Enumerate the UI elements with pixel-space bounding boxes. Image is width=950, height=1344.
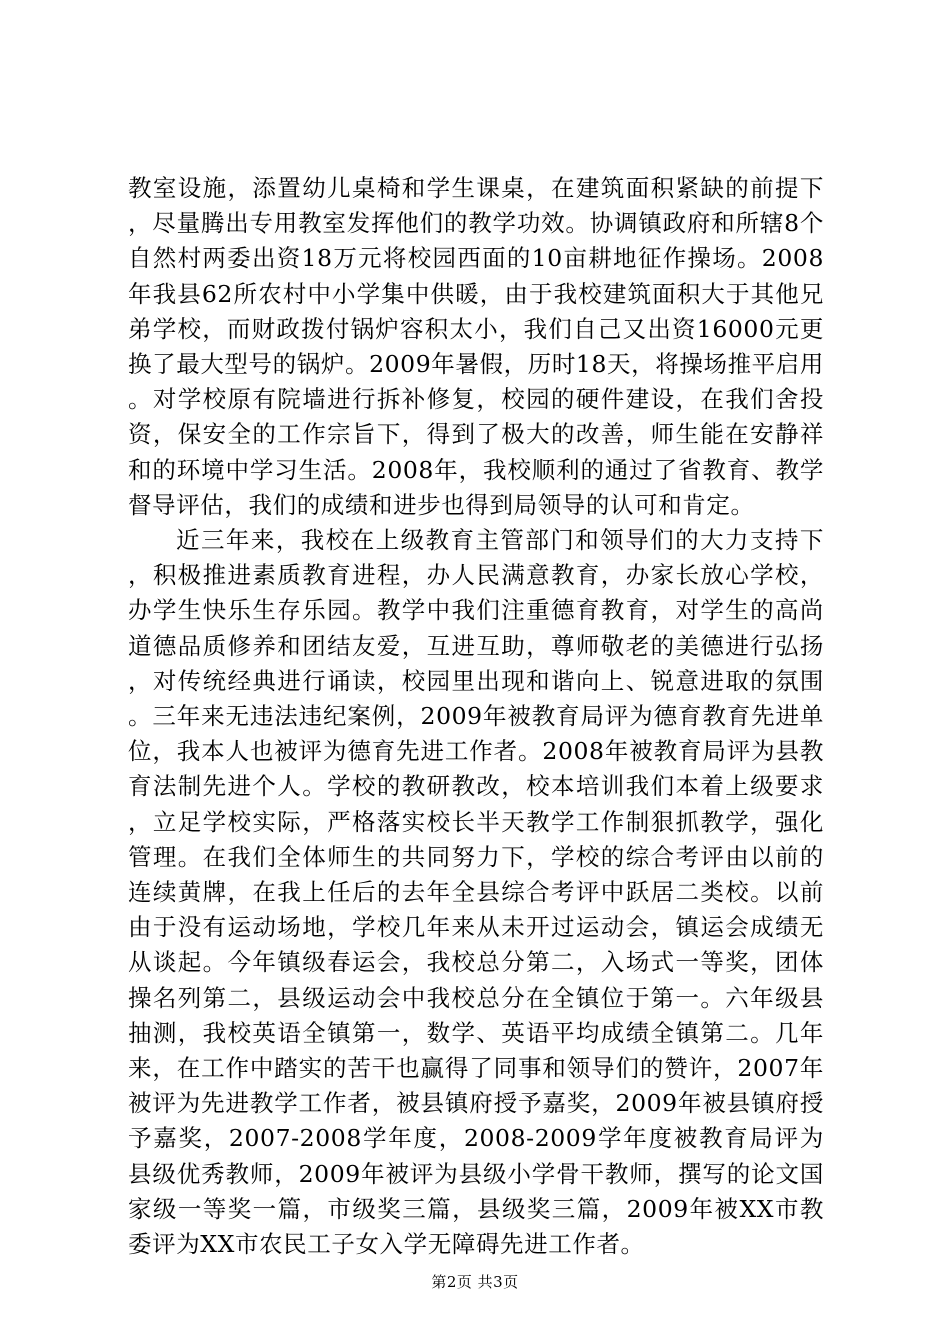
page-footer: 第2页 共3页 — [431, 1273, 519, 1291]
document-body — [128, 171, 824, 1262]
paragraph-facilities: 教室设施，添置幼儿桌椅和学生课桌，在建筑面积紧缺的前提下，尽量腾出专用教室发挥他们的教学功效。协调镇政府和所辖8个自然村两委出资18万元将校园西面的10亩耕地征作操场。2008年我县62所农村中小学集中供暖，由于我校建筑面积大于其他兄弟学校，而财政拨付锅炉容积太小，我们自己又出资16000元更换了最大型号的锅炉。2009年暑假，历时18天，将操场推平启用。对学校原有院墙进行拆补修复，校园的硬件建设，在我们舍投资，保安全的工作宗旨下，得到了极大的改善，师生能在安静祥和的环境中学习生活。2008年，我校顺利的通过了省教育、教学督导评估，我们的成绩和进步也得到局领导的认可和肯定。 — [128, 174, 824, 519]
paragraph-achievements: 近三年来，我校在上级教育主管部门和领导们的大力支持下，积极推进素质教育进程，办人民满意教育，办家长放心学校，办学生快乐生存乐园。教学中我们注重德育教育，对学生的高尚道德品质修养和团结友爱，互进互助，尊师敬老的美德进行弘扬，对传统经典进行诵读，校园里出现和谐向上、锐意进取的氛围。三年来无违法违纪案例，2009年被教育局评为德育教育先进单位，我本人也被评为德育先进工作者。2008年被教育局评为县教育法制先进个人。学校的教研教改，校本培训我们本着上级要求，立足学校实际，严格落实校长半天教学工作制狠抓教学，强化管理。在我们全体师生的共同努力下，学校的综合考评由以前的连续黄牌，在我上任后的去年全县综合考评中跃居二类校。以前由于没有运动场地，学校几年来从未开过运动会，镇运会成绩无从谈起。今年镇级春运会，我校总分第二，入场式一等奖，团体操名列第二，县级运动会中我校总分在全镇位于第一。六年级县抽测，我校英语全镇第一，数学、英语平均成绩全镇第二。几年来，在工作中踏实的苦干也赢得了同事和领导们的赞许，2007年被评为先进教学工作者，被县镇府授予嘉奖，2009年被县镇府授予嘉奖，2007-2008学年度，2008-2009学年度被教育局评为县级优秀教师，2009年被评为县级小学骨干教师，撰写的论文国家级一等奖一篇，市级奖三篇，县级奖三篇，2009年被XX市教委评为XX市农民工子女入学无障碍先进工作者。 — [128, 526, 824, 1259]
